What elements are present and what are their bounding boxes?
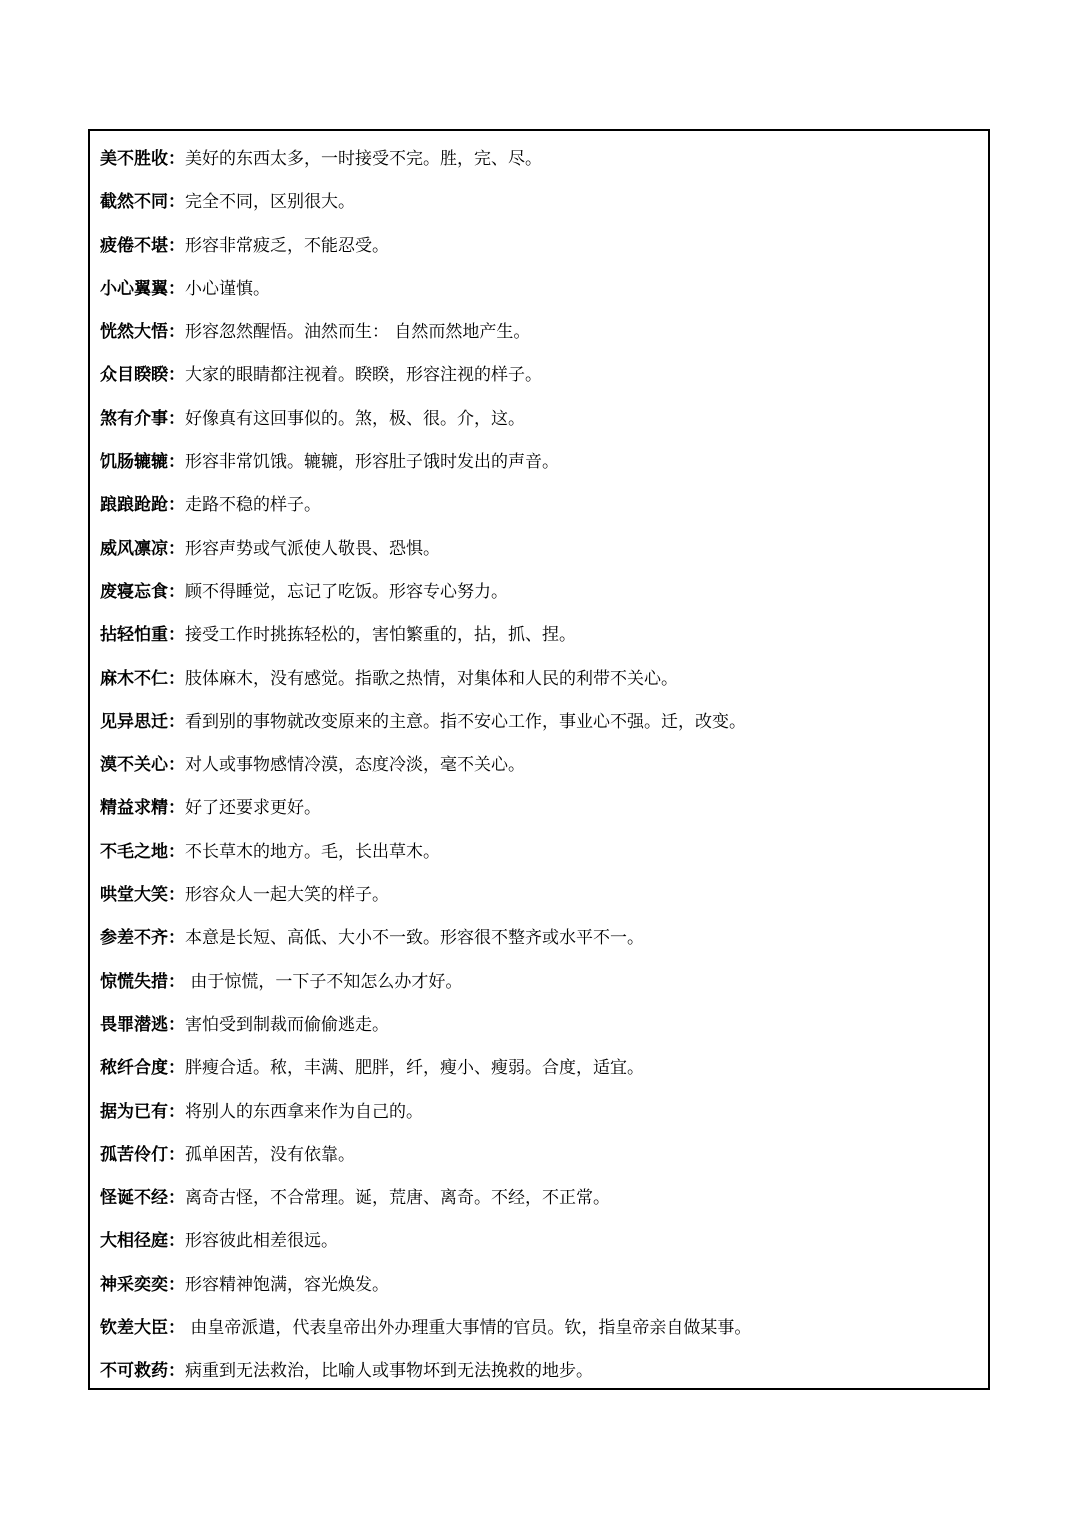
idiom-term: 精益求精	[100, 798, 168, 819]
idiom-entry	[100, 491, 980, 534]
idiom-entry	[100, 405, 980, 448]
idiom-separator: ：	[168, 1361, 185, 1382]
idiom-definition: 接受工作时挑拣轻松的，害怕繁重的，拈，抓、捏。	[185, 625, 576, 646]
idiom-entry	[100, 535, 980, 578]
idiom-entry	[100, 838, 980, 881]
idiom-separator: ：	[168, 625, 185, 646]
idiom-entry	[100, 1357, 980, 1400]
idiom-separator: ：	[168, 1274, 185, 1295]
idiom-separator: ：	[168, 278, 185, 299]
idiom-term: 哄堂大笑	[100, 885, 168, 906]
idiom-separator: ：	[168, 1101, 185, 1122]
idiom-separator: ：	[168, 452, 185, 473]
idiom-separator: ：	[168, 1014, 185, 1035]
idiom-separator: ：	[168, 971, 185, 992]
idiom-term: 孤苦伶仃	[100, 1144, 168, 1165]
idiom-separator: ：	[168, 1318, 185, 1339]
idiom-separator: ：	[168, 408, 185, 429]
idiom-definition: 形容忽然醒悟。油然而生： 自然而然地产生。	[185, 322, 531, 343]
idiom-term: 不毛之地	[100, 841, 168, 862]
idiom-term: 见异思迁	[100, 711, 168, 732]
idiom-entry	[100, 1141, 980, 1184]
idiom-definition: 形容非常疲乏，不能忍受。	[185, 235, 389, 256]
idiom-definition: 由于惊慌，一下子不知怎么办才好。	[185, 971, 463, 992]
idiom-definition: 形容声势或气派使人敬畏、恐惧。	[185, 538, 440, 559]
idiom-entry	[100, 188, 980, 231]
idiom-definition: 完全不同，区别很大。	[185, 192, 355, 213]
idiom-definition: 顾不得睡觉，忘记了吃饭。形容专心努力。	[185, 581, 508, 602]
idiom-term: 小心翼翼	[100, 278, 168, 299]
idiom-separator: ：	[168, 322, 185, 343]
idiom-entry	[100, 1314, 980, 1357]
idiom-entry	[100, 1227, 980, 1270]
idiom-definition: 好了还要求更好。	[185, 798, 321, 819]
idiom-term: 大相径庭	[100, 1231, 168, 1252]
idiom-definition: 孤单困苦，没有依靠。	[185, 1144, 355, 1165]
idiom-definition: 形容非常饥饿。辘辘，形容肚子饿时发出的声音。	[185, 452, 559, 473]
idiom-term: 惊慌失措	[100, 971, 168, 992]
idiom-definition: 小心谨慎。	[185, 278, 270, 299]
idiom-separator: ：	[168, 711, 185, 732]
idiom-definition: 大家的眼睛都注视着。睽睽，形容注视的样子。	[185, 365, 542, 386]
idiom-definition: 美好的东西太多，一时接受不完。胜，完、尽。	[185, 149, 542, 169]
idiom-term: 不可救药	[100, 1361, 168, 1382]
idiom-entry	[100, 145, 980, 188]
idiom-term: 美不胜收	[100, 149, 168, 169]
idiom-definition: 好像真有这回事似的。煞，极、很。介，这。	[185, 408, 525, 429]
idiom-separator: ：	[168, 192, 185, 213]
idiom-separator: ：	[168, 798, 185, 819]
idiom-term: 煞有介事	[100, 408, 168, 429]
vocabulary-box	[88, 129, 990, 1390]
idiom-term: 秾纤合度	[100, 1058, 168, 1079]
idiom-separator: ：	[168, 928, 185, 949]
idiom-separator: ：	[168, 841, 185, 862]
idiom-list	[100, 145, 980, 1401]
idiom-term: 畏罪潜逃	[100, 1014, 168, 1035]
idiom-term: 截然不同	[100, 192, 168, 213]
idiom-separator: ：	[168, 538, 185, 559]
idiom-separator: ：	[168, 495, 185, 516]
idiom-definition: 病重到无法救治，比喻人或事物坏到无法挽救的地步。	[185, 1361, 593, 1382]
idiom-definition: 形容彼此相差很远。	[185, 1231, 338, 1252]
idiom-entry	[100, 968, 980, 1011]
idiom-separator: ：	[168, 365, 185, 386]
idiom-definition: 胖瘦合适。秾，丰满、肥胖，纤，瘦小、瘦弱。合度，适宜。	[185, 1058, 644, 1079]
idiom-term: 拈轻怕重	[100, 625, 168, 646]
idiom-separator: ：	[168, 1144, 185, 1165]
idiom-term: 怪诞不经	[100, 1188, 168, 1209]
idiom-definition: 离奇古怪，不合常理。诞，荒唐、离奇。不经，不正常。	[185, 1188, 610, 1209]
idiom-entry	[100, 448, 980, 491]
idiom-term: 疲倦不堪	[100, 235, 168, 256]
idiom-entry	[100, 708, 980, 751]
idiom-separator: ：	[168, 885, 185, 906]
idiom-separator: ：	[168, 668, 185, 689]
idiom-term: 麻木不仁	[100, 668, 168, 689]
idiom-term: 漠不关心	[100, 755, 168, 776]
idiom-entry	[100, 275, 980, 318]
idiom-definition: 形容众人一起大笑的样子。	[185, 885, 389, 906]
idiom-definition: 走路不稳的样子。	[185, 495, 321, 516]
idiom-definition: 看到别的事物就改变原来的主意。指不安心工作，事业心不强。迁，改变。	[185, 711, 746, 732]
idiom-entry	[100, 621, 980, 664]
idiom-definition: 将别人的东西拿来作为自己的。	[185, 1101, 423, 1122]
idiom-definition: 害怕受到制裁而偷偷逃走。	[185, 1014, 389, 1035]
idiom-definition: 本意是长短、高低、大小不一致。形容很不整齐或水平不一。	[185, 928, 644, 949]
idiom-definition: 形容精神饱满，容光焕发。	[185, 1274, 389, 1295]
idiom-entry	[100, 1098, 980, 1141]
idiom-entry	[100, 232, 980, 275]
idiom-entry	[100, 1011, 980, 1054]
idiom-entry	[100, 318, 980, 361]
idiom-separator: ：	[168, 149, 185, 169]
idiom-entry	[100, 924, 980, 967]
idiom-separator: ：	[168, 1231, 185, 1252]
idiom-entry	[100, 794, 980, 837]
idiom-term: 参差不齐	[100, 928, 168, 949]
idiom-definition: 由皇帝派遣，代表皇帝出外办理重大事情的官员。钦，指皇帝亲自做某事。	[185, 1318, 752, 1339]
idiom-entry	[100, 881, 980, 924]
idiom-term: 据为已有	[100, 1101, 168, 1122]
idiom-entry	[100, 361, 980, 404]
idiom-entry	[100, 1184, 980, 1227]
idiom-definition: 不长草木的地方。毛，长出草木。	[185, 841, 440, 862]
idiom-term: 钦差大臣	[100, 1318, 168, 1339]
idiom-term: 饥肠辘辘	[100, 452, 168, 473]
idiom-separator: ：	[168, 1058, 185, 1079]
idiom-separator: ：	[168, 235, 185, 256]
idiom-separator: ：	[168, 581, 185, 602]
idiom-term: 众目睽睽	[100, 365, 168, 386]
idiom-separator: ：	[168, 755, 185, 776]
idiom-entry	[100, 751, 980, 794]
idiom-entry	[100, 578, 980, 621]
idiom-definition: 肢体麻木，没有感觉。指歌之热情，对集体和人民的利带不关心。	[185, 668, 678, 689]
idiom-entry	[100, 1054, 980, 1097]
idiom-entry	[100, 665, 980, 708]
idiom-definition: 对人或事物感情冷漠，态度冷淡，毫不关心。	[185, 755, 525, 776]
idiom-entry	[100, 1271, 980, 1314]
idiom-term: 威风凛凉	[100, 538, 168, 559]
idiom-separator: ：	[168, 1188, 185, 1209]
idiom-term: 废寝忘食	[100, 581, 168, 602]
idiom-term: 恍然大悟	[100, 322, 168, 343]
idiom-term: 踉踉跄跄	[100, 495, 168, 516]
idiom-term: 神采奕奕	[100, 1274, 168, 1295]
